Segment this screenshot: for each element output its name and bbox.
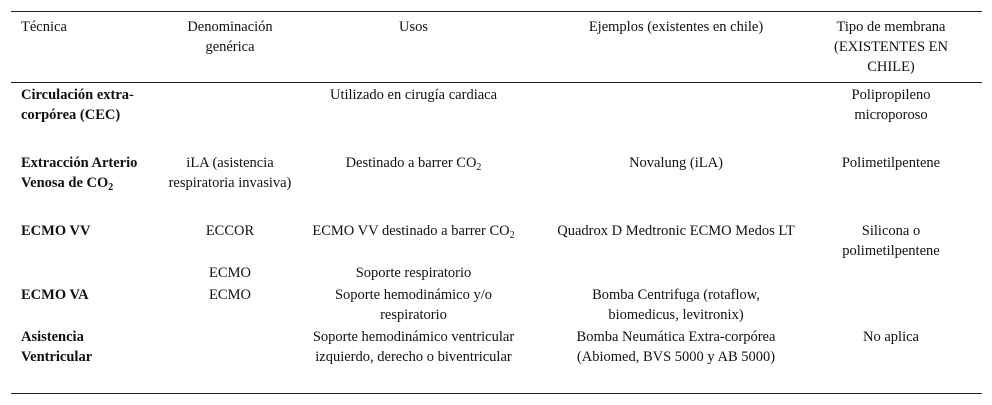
row-ecmo-vv-ejemplos: Quadrox D Medtronic ECMO Medos LT [557,223,795,239]
row-vad-ejemplos: Bomba Neumática Extra-corpórea (Abiomed, BVS 5000 y AB 5000) [576,329,776,365]
row-ecco2r-ejemplos: Novalung (iLA) [629,155,723,171]
row-ecmo-va-usos: Soporte hemodinámico y/o respiratorio [334,287,493,323]
table-bottom-rule [11,393,982,394]
header-membrana: Tipo de membrana (EXISTENTES EN CHILE) [834,19,948,75]
row-ecmo-vv-usos-2: Soporte respiratorio [355,265,472,281]
row-ecmo-vv-tecnica: ECMO VV [21,223,91,239]
row-ecmo-va-denominacion: ECMO [209,287,251,303]
row-vad-usos: Soporte hemodinámico ventricular izquierdo, derecho o biventricular [312,329,515,365]
row-ecco2r-tecnica: Extracción Arterio Venosa de $CO_2$ [21,155,138,193]
row-ecmo-vv-usos: ECMO VV destinado a barrer $CO_2$ [312,223,515,241]
header-bottom-rule [11,82,982,83]
row-vad-membrana: No aplica [863,329,919,345]
row-cec-usos: Utilizado en cirugía cardiaca [329,87,498,103]
row-ecmo-va-tecnica: ECMO VA [21,287,89,303]
header-denominacion: Denominación genérica [187,19,273,55]
row-ecmo-vv-denominacion-2: ECMO [209,265,251,281]
row-ecco2r-usos: Destinado a barrer $CO_2$ [345,155,482,173]
header-usos: Usos [398,19,428,35]
header-tecnica: Técnica [21,19,67,35]
row-ecco2r-membrana: Polimetilpentene [841,155,941,171]
row-cec-tecnica: Circulación extra-corpórea (CEC) [21,87,134,123]
row-vad-tecnica: Asistencia Ventricular [21,329,93,365]
table-top-rule [11,11,982,12]
row-ecmo-vv-denominacion: ECCOR [205,223,255,239]
comparison-table [11,11,982,394]
header-ejemplos: Ejemplos (existentes en chile) [588,19,764,35]
row-ecmo-va-ejemplos: Bomba Centrifuga (rotaflow, biomedicus, levitronix) [592,287,760,323]
row-ecmo-vv-membrana: Silicona o polimetilpentene [842,223,940,259]
row-ecco2r-denominacion: iLA (asistencia respiratoria invasiva) [168,155,292,191]
row-cec-membrana: Polipropileno microporoso [851,87,931,123]
